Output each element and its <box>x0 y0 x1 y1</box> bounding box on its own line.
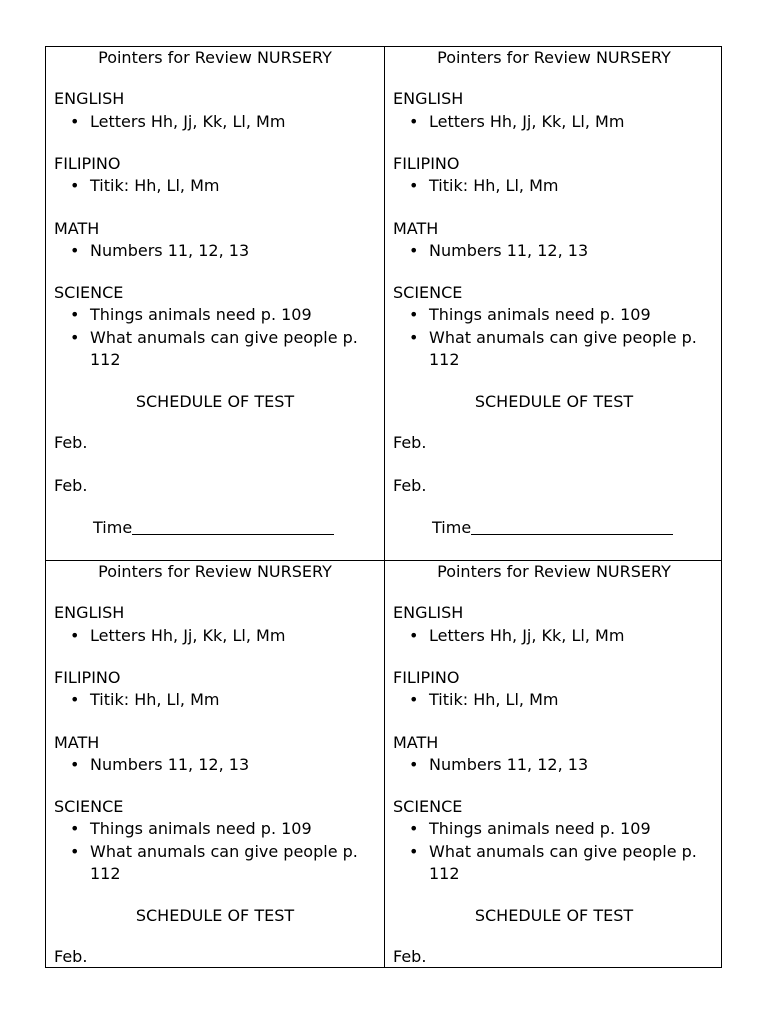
review-card-bottom-right <box>385 561 722 968</box>
review-card-top-left <box>46 47 384 560</box>
bullet-icon: • <box>70 305 80 324</box>
bullet-icon: • <box>409 842 419 861</box>
time-blank-line <box>132 517 334 535</box>
science-item: • What anumals can give people p. 112 <box>409 842 697 883</box>
bullet-icon: • <box>409 819 419 838</box>
english-item: • Letters Hh, Jj, Kk, Ll, Mm <box>70 626 286 645</box>
filipino-item: • Titik: Hh, Ll, Mm <box>70 176 220 195</box>
schedule-heading: SCHEDULE OF TEST <box>474 906 634 925</box>
filipino-item: • Titik: Hh, Ll, Mm <box>409 690 559 709</box>
review-sheet <box>45 46 722 968</box>
english-heading: ENGLISH <box>54 89 125 108</box>
bullet-icon: • <box>70 328 80 347</box>
science-heading: SCIENCE <box>54 797 124 816</box>
schedule-heading: SCHEDULE OF TEST <box>474 392 634 411</box>
science-heading: SCIENCE <box>393 283 463 302</box>
card-title: Pointers for Review NURSERY <box>98 48 332 67</box>
bullet-icon: • <box>409 690 419 709</box>
filipino-item: • Titik: Hh, Ll, Mm <box>70 690 220 709</box>
time-label: Time <box>432 518 472 537</box>
schedule-heading: SCHEDULE OF TEST <box>135 392 295 411</box>
science-item: • Things animals need p. 109 <box>70 819 312 838</box>
english-item: • Letters Hh, Jj, Kk, Ll, Mm <box>70 112 286 131</box>
filipino-heading: FILIPINO <box>393 668 460 687</box>
bullet-icon: • <box>409 305 419 324</box>
science-item: • What anumals can give people p. 112 <box>70 842 358 883</box>
bullet-icon: • <box>409 112 419 131</box>
math-heading: MATH <box>393 733 439 752</box>
feb-date-2: Feb. <box>393 476 427 495</box>
card-title: Pointers for Review NURSERY <box>437 562 671 581</box>
bullet-icon: • <box>409 328 419 347</box>
time-field <box>432 517 673 539</box>
english-heading: ENGLISH <box>54 603 125 622</box>
bullet-icon: • <box>70 176 80 195</box>
science-item: • Things animals need p. 109 <box>409 819 651 838</box>
filipino-heading: FILIPINO <box>54 154 121 173</box>
bullet-icon: • <box>70 842 80 861</box>
science-item: • Things animals need p. 109 <box>409 305 651 324</box>
math-heading: MATH <box>54 733 100 752</box>
bullet-icon: • <box>70 755 80 774</box>
math-heading: MATH <box>54 219 100 238</box>
math-item: • Numbers 11, 12, 13 <box>409 755 589 774</box>
science-heading: SCIENCE <box>393 797 463 816</box>
bullet-icon: • <box>70 626 80 645</box>
feb-date-1: Feb. <box>54 433 88 452</box>
science-item: • What anumals can give people p. 112 <box>70 328 358 369</box>
bullet-icon: • <box>70 241 80 260</box>
time-label: Time <box>93 518 133 537</box>
bullet-icon: • <box>409 241 419 260</box>
feb-date-1: Feb. <box>393 433 427 452</box>
bullet-icon: • <box>70 112 80 131</box>
review-card-bottom-left <box>46 561 384 968</box>
bullet-icon: • <box>409 176 419 195</box>
card-title: Pointers for Review NURSERY <box>98 562 332 581</box>
filipino-heading: FILIPINO <box>393 154 460 173</box>
time-blank-line <box>471 517 673 535</box>
math-item: • Numbers 11, 12, 13 <box>70 241 250 260</box>
filipino-heading: FILIPINO <box>54 668 121 687</box>
english-item: • Letters Hh, Jj, Kk, Ll, Mm <box>409 112 625 131</box>
schedule-heading: SCHEDULE OF TEST <box>135 906 295 925</box>
math-heading: MATH <box>393 219 439 238</box>
bullet-icon: • <box>70 690 80 709</box>
time-field <box>93 517 334 539</box>
feb-date-1: Feb. <box>393 947 427 966</box>
bullet-icon: • <box>409 755 419 774</box>
english-heading: ENGLISH <box>393 89 464 108</box>
filipino-item: • Titik: Hh, Ll, Mm <box>409 176 559 195</box>
science-item: • Things animals need p. 109 <box>70 305 312 324</box>
review-card-top-right <box>385 47 722 560</box>
english-item: • Letters Hh, Jj, Kk, Ll, Mm <box>409 626 625 645</box>
card-title: Pointers for Review NURSERY <box>437 48 671 67</box>
science-heading: SCIENCE <box>54 283 124 302</box>
math-item: • Numbers 11, 12, 13 <box>70 755 250 774</box>
english-heading: ENGLISH <box>393 603 464 622</box>
math-item: • Numbers 11, 12, 13 <box>409 241 589 260</box>
bullet-icon: • <box>70 819 80 838</box>
feb-date-2: Feb. <box>54 476 88 495</box>
science-item: • What anumals can give people p. 112 <box>409 328 697 369</box>
feb-date-1: Feb. <box>54 947 88 966</box>
bullet-icon: • <box>409 626 419 645</box>
